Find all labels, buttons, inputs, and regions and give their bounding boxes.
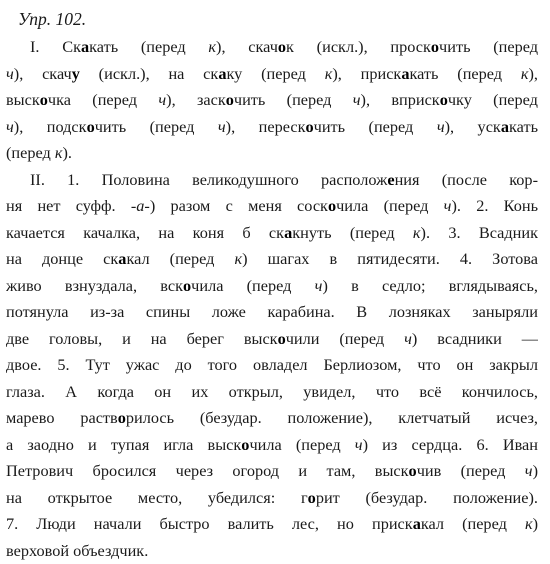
highlighted-letter: а	[413, 514, 421, 533]
text-line: на донце скакал (перед к) шагах в пятидесяти. 4. Зотова	[6, 246, 538, 273]
text-line: (перед к).	[6, 140, 538, 167]
italic-letter: ч	[525, 461, 533, 480]
highlighted-letter: о	[87, 117, 95, 136]
highlighted-letter: е	[387, 170, 394, 189]
highlighted-letter: у	[72, 64, 80, 83]
italic-letter: к	[235, 249, 243, 268]
highlighted-letter: о	[183, 276, 191, 295]
italic-letter: к	[413, 223, 421, 242]
italic-letter: к	[208, 37, 216, 56]
italic-letter: ч	[158, 90, 166, 109]
italic-letter: к	[525, 514, 533, 533]
text-line: ч), скачу (искл.), на скаку (перед к), прискакать (перед к),	[6, 61, 538, 88]
italic-letter: к	[325, 64, 333, 83]
highlighted-letter: а	[401, 64, 409, 83]
text-line: ня нет суфф. -а-) разом с меня соскочила (перед ч). 2. Конь	[6, 193, 538, 220]
exercise-body	[6, 34, 544, 564]
text-line: на открытое место, убедился: горит (безудар. положение).	[6, 485, 538, 512]
italic-letter: ч	[437, 117, 445, 136]
text-line: выскочка (перед ч), заскочить (перед ч), вприскочку (перед	[6, 87, 538, 114]
highlighted-letter: о	[431, 37, 439, 56]
italic-letter: ч	[404, 329, 412, 348]
text-line: живо взнуздала, вскочила (перед ч) в седло; вглядываясь,	[6, 273, 538, 300]
text-line: качается качалка, на коня б скакнуть (перед к). 3. Всадник	[6, 220, 538, 247]
highlighted-letter: о	[241, 435, 249, 454]
text-line: ч), подскочить (перед ч), перескочить (перед ч), ускакать	[6, 114, 538, 141]
text-line: а заодно и тупая игла выскочила (перед ч) из сердца. 6. Иван	[6, 432, 538, 459]
text-line: две головы, и на берег выскочили (перед ч) всадники —	[6, 326, 538, 353]
highlighted-letter: о	[409, 461, 417, 480]
italic-letter: к	[55, 143, 63, 162]
exercise-title: Упр. 102.	[18, 6, 544, 34]
highlighted-letter: о	[440, 90, 448, 109]
text-line: марево растворилось (безудар. положение), клетчатый исчез,	[6, 405, 538, 432]
highlighted-letter: а	[118, 249, 126, 268]
italic-letter: ч	[218, 117, 226, 136]
text-line: I. Скакать (перед к), скачок (искл.), проскочить (перед	[6, 34, 538, 61]
highlighted-letter: а	[81, 37, 89, 56]
italic-letter: ч	[444, 196, 452, 215]
highlighted-letter: а	[218, 64, 226, 83]
highlighted-letter: о	[278, 329, 286, 348]
highlighted-letter: о	[226, 90, 234, 109]
highlighted-letter: о	[328, 196, 336, 215]
italic-letter: ч	[6, 117, 14, 136]
italic-letter: ч	[355, 435, 363, 454]
text-line: Петрович бросился через огород и там, выскочив (перед ч)	[6, 458, 538, 485]
highlighted-letter: о	[118, 408, 126, 427]
highlighted-letter: а	[501, 117, 509, 136]
text-line: потянула из-за спины ложе карабина. В лозняках заныряли	[6, 299, 538, 326]
text-line: 7. Люди начали быстро валить лес, но прискакал (перед к)	[6, 511, 538, 538]
italic-letter: -а-	[131, 196, 150, 215]
highlighted-letter: о	[40, 90, 48, 109]
text-line: глаза. А когда он их открыл, увидел, что всё кончилось,	[6, 379, 538, 406]
text-line: двое. 5. Тут ужас до того овладел Берлиозом, что он закрыл	[6, 352, 538, 379]
highlighted-letter: о	[305, 117, 313, 136]
italic-letter: к	[521, 64, 529, 83]
highlighted-letter: а	[284, 223, 292, 242]
highlighted-letter: о	[308, 488, 316, 507]
text-line: верховой объездчик.	[6, 538, 538, 564]
highlighted-letter: о	[278, 37, 286, 56]
italic-letter: ч	[353, 90, 361, 109]
italic-letter: ч	[6, 64, 14, 83]
italic-letter: ч	[315, 276, 323, 295]
text-line: II. 1. Половина великодушного расположения (после кор-	[6, 167, 538, 194]
